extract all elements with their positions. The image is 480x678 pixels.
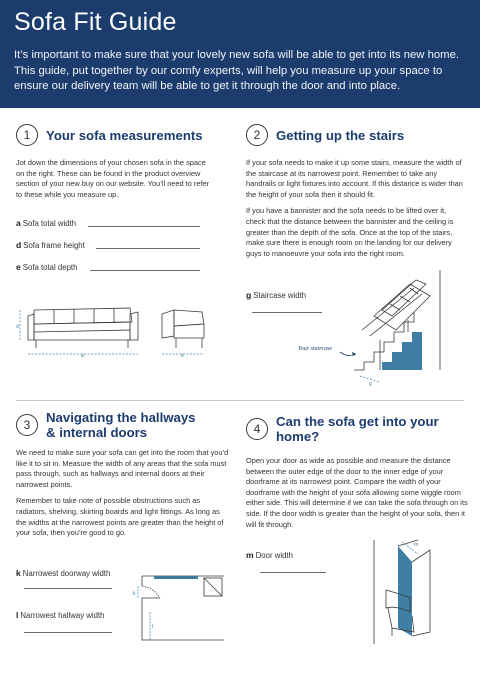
section-sofa-measurements <box>16 124 216 206</box>
paragraph: Jot down the dimensions of your chosen sofa in the space on the right. These can be found in the product overview section of your new buy on our website. You’ll need to refer to these while you measure up. <box>16 158 210 199</box>
section-number: 1 <box>16 124 38 146</box>
field-sofa-total-depth[interactable] <box>16 262 77 272</box>
field-narrowest-doorway-width[interactable] <box>16 568 110 578</box>
field-sofa-total-width[interactable] <box>16 218 76 228</box>
door-diagram <box>372 536 470 648</box>
section-number: 4 <box>246 418 268 440</box>
field-label: Sofa frame height <box>23 241 85 250</box>
field-label: Narrowest doorway width <box>22 569 111 578</box>
field-letter: m <box>246 550 254 560</box>
diagram-label-l: l <box>152 624 154 630</box>
field-line[interactable] <box>88 226 200 227</box>
header-banner <box>0 0 480 108</box>
diagram-label-m: m <box>414 542 419 548</box>
section-title-line1: Navigating the hallways <box>46 410 196 425</box>
field-door-width[interactable] <box>246 550 293 560</box>
paragraph: We need to make sure your sofa can get into the room that you’d like it to sit in. Measure the width of any areas that the sofa must pass through, such as hallways and internal doors at their narrowest points. <box>16 448 229 489</box>
field-line[interactable] <box>96 248 200 249</box>
field-letter: k <box>16 568 21 578</box>
section-number: 2 <box>246 124 268 146</box>
section-body <box>16 448 230 539</box>
section-body <box>246 456 468 530</box>
field-letter: e <box>16 262 21 272</box>
field-label: Sofa total width <box>22 219 77 228</box>
page-title: Sofa Fit Guide <box>14 8 177 36</box>
diagram-label-k: k <box>133 591 136 597</box>
section-header <box>246 124 466 146</box>
field-line[interactable] <box>24 632 112 633</box>
sofa-diagram <box>14 296 224 364</box>
paragraph: If you have a bannister and the sofa needs to be lifted over it, check that the distance between the bannister and the ceiling is greater than the depth of the sofa. Once at the top of the stairs, make sure there is enough room on the landing for our delivery guys to manoeuvre your sofa into the right room. <box>246 206 454 258</box>
field-narrowest-hallway-width[interactable] <box>16 610 104 620</box>
diagram-label-a: a <box>81 353 84 359</box>
field-letter: g <box>246 290 252 300</box>
staircase-diagram <box>290 270 465 390</box>
diagram-label-d: d <box>16 324 19 330</box>
diagram-label-g: g <box>369 381 372 387</box>
paragraph: If your sofa needs to make it up some stairs, measure the width of the staircase at its narrowest point. Remember to take any handrails or light fixtures into account. If this distance is wider than the height of your sofa then it should fit. <box>246 158 463 199</box>
section-title <box>46 410 196 440</box>
section-title: Your sofa measurements <box>46 127 203 143</box>
field-label: Door width <box>255 551 293 560</box>
section-body <box>16 158 212 200</box>
field-label: Staircase width <box>253 291 307 300</box>
field-letter: l <box>16 610 19 620</box>
field-label: Sofa total depth <box>22 263 78 272</box>
paragraph: Open your door as wide as possible and measure the distance between the outer edge of the door to the inner edge of your doorframe at its narrowest point. Compare the width of your doorframe with the height of your sofa allowing some wiggle room either side. This will determine if we can take the sofa through on its side. If the door width is greater than the height of your sofa, then it will fit through. <box>246 456 468 529</box>
section-header <box>16 410 230 440</box>
section-body <box>246 158 466 259</box>
intro-text: It’s important to make sure that your lovely new sofa will be able to get into its new home. This guide, put together by our comfy experts, will help you measure up your space to ensure our delivery team will be able to get it through the door and into place. <box>14 49 459 93</box>
section-door <box>246 414 472 536</box>
field-letter: d <box>16 240 22 250</box>
section-title-line2: & internal doors <box>46 425 148 440</box>
section-hallways <box>16 410 230 545</box>
section-title: Getting up the stairs <box>276 127 405 143</box>
field-label: Narrowest hallway width <box>20 611 105 620</box>
section-stairs <box>246 124 466 265</box>
diagram-caption: Your staircase <box>298 346 333 352</box>
field-line[interactable] <box>90 270 200 271</box>
section-divider <box>16 400 464 401</box>
section-number: 3 <box>16 414 38 436</box>
paragraph: Remember to take note of possible obstructions such as radiators, shelving, skirting boards and light fittings. As long as the widths at the narrowest points are greater than the height of your sofa, then you’re good to go. <box>16 496 224 538</box>
field-line[interactable] <box>24 588 112 589</box>
field-line[interactable] <box>260 572 326 573</box>
hallway-diagram <box>124 572 228 644</box>
section-header <box>246 414 472 444</box>
section-title: Can the sofa get into your home? <box>276 414 439 444</box>
field-sofa-frame-height[interactable] <box>16 240 85 250</box>
section-header <box>16 124 216 146</box>
diagram-label-e: e <box>181 353 184 359</box>
field-letter: a <box>16 218 21 228</box>
